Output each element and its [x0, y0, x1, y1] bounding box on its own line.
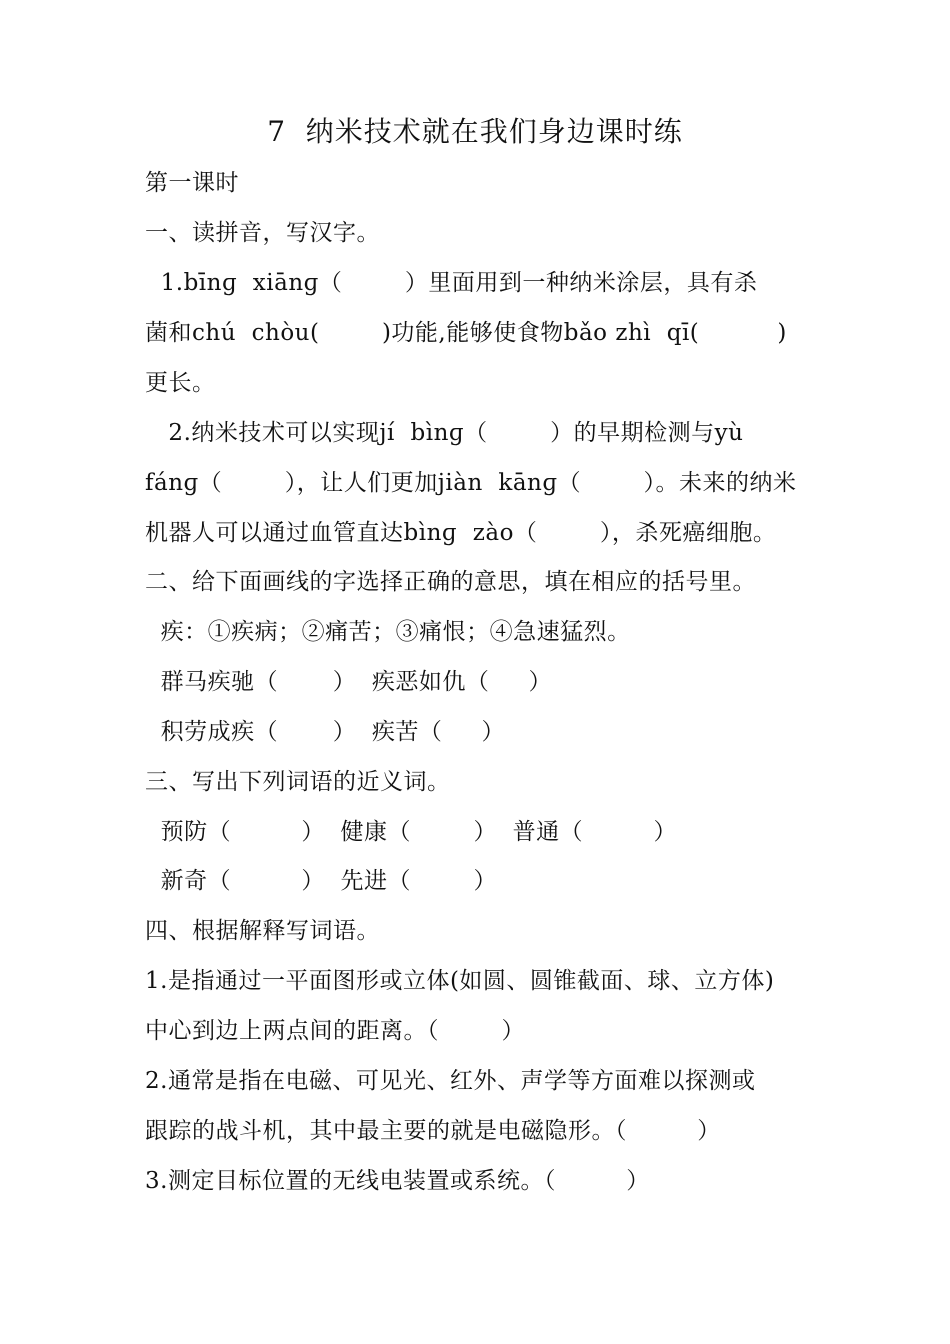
section-1-heading: 一、读拼音，写汉字。: [145, 220, 380, 246]
section-1-q2-line3: 机器人可以通过血管直达bìnɡ zào（ ），杀死癌细胞。: [145, 520, 777, 546]
lesson-label: 第一课时: [145, 170, 239, 196]
section-1-q1-line2: 菌和chú chòu( )功能,能够使食物bǎo zhì qī( ): [145, 320, 787, 346]
section-4-q2-line2: 跟踪的战斗机，其中最主要的就是电磁隐形。（ ）: [145, 1118, 721, 1144]
section-4-q1-line1: 1.是指通过一平面图形或立体(如圆、圆锥截面、球、立方体): [145, 968, 775, 994]
section-3-heading: 三、写出下列词语的近义词。: [145, 769, 451, 795]
worksheet-title: 7 纳米技术就在我们身边课时练: [267, 115, 683, 148]
section-4-q2-line1: 2.通常是指在电磁、可见光、红外、声学等方面难以探测或: [145, 1068, 756, 1094]
section-1-q1-line1: 1.bīnɡ xiānɡ（ ）里面用到一种纳米涂层，具有杀: [145, 270, 758, 296]
section-3-row1: 预防（ ） 健康（ ） 普通（ ）: [145, 819, 677, 845]
section-2-row2: 积劳成疾（ ） 疾苦（ ）: [145, 719, 505, 745]
section-2-row1: 群马疾驰（ ） 疾恶如仇（ ）: [145, 669, 552, 695]
section-3-row2: 新奇（ ） 先进（ ）: [145, 868, 498, 894]
section-2-heading: 二、给下面画线的字选择正确的意思，填在相应的括号里。: [145, 569, 756, 595]
section-1-q2-line2: fánɡ（ ），让人们更加jiàn kānɡ（ ）。未来的纳米: [145, 470, 797, 496]
section-1-q1-line3: 更长。: [145, 370, 216, 396]
section-4-q3: 3.测定目标位置的无线电装置或系统。（ ）: [145, 1168, 650, 1194]
section-4-q1-line2: 中心到边上两点间的距离。（ ）: [145, 1018, 525, 1044]
section-1-q2-line1: 2.纳米技术可以实现jí bìnɡ（ ）的早期检测与yù: [145, 420, 744, 446]
section-4-heading: 四、根据解释写词语。: [145, 918, 380, 944]
section-2-definitions: 疾：①疾病；②痛苦；③痛恨；④急速猛烈。: [145, 619, 631, 645]
